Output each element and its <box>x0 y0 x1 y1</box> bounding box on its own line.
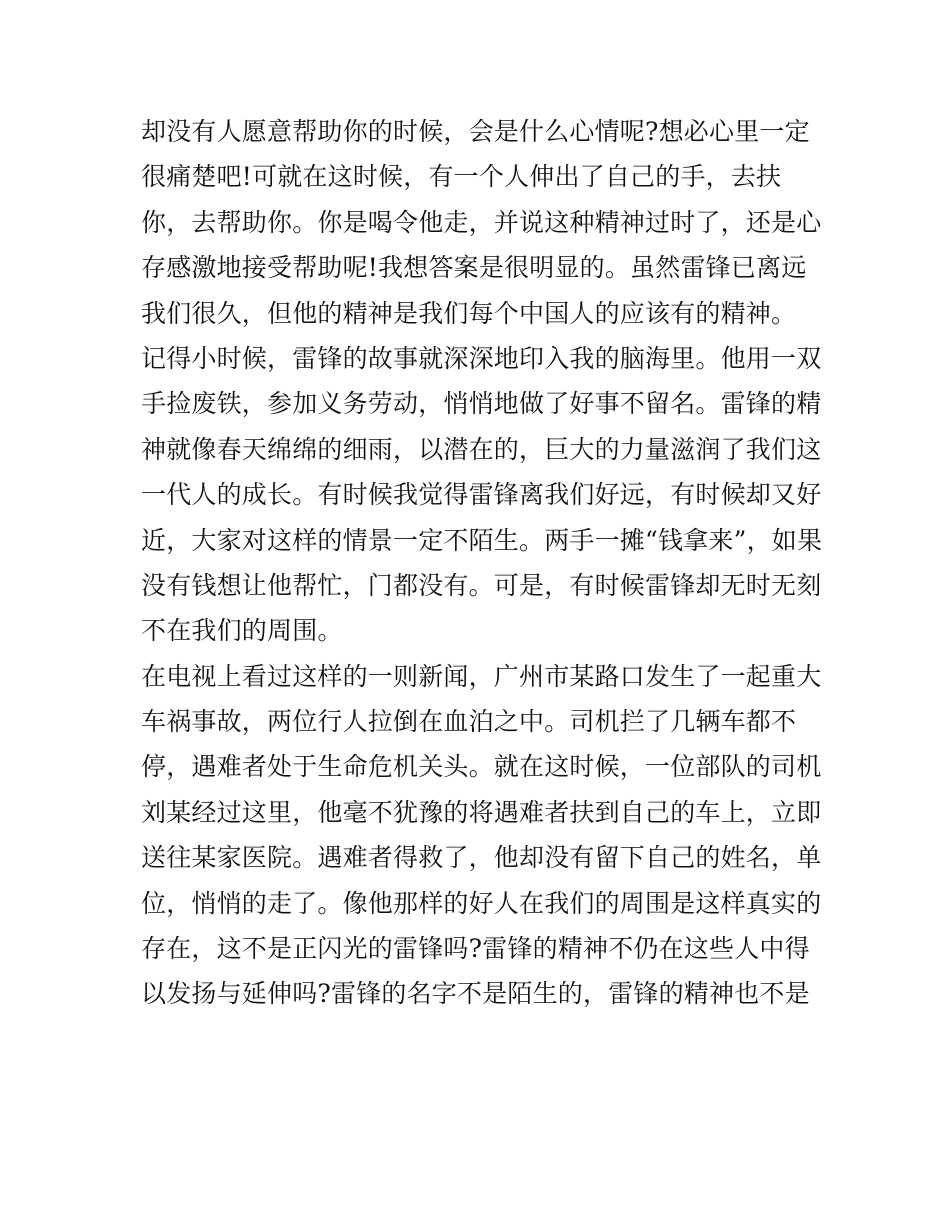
text-line-18: 位，悄悄的走了。像他那样的好人在我们的周围是这样真实的 <box>141 888 822 918</box>
text-line-17: 送往某家医院。遇难者得救了，他却没有留下自己的姓名，单 <box>141 843 822 873</box>
text-line-10: 近，大家对这样的情景一定不陌生。两手一摊“钱拿来”，如果 <box>141 525 823 555</box>
text-line-4: 存感激地接受帮助呢!我想答案是很明显的。虽然雷锋已离远 <box>141 253 807 283</box>
text-line-16: 刘某经过这里，他毫不犹豫的将遇难者扶到自己的车上，立即 <box>141 797 822 827</box>
body-text <box>141 109 821 1017</box>
text-line-6: 记得小时候，雷锋的故事就深深地印入我的脑海里。他用一双 <box>141 343 822 373</box>
text-line-2: 很痛楚吧!可就在这时候，有一个人伸出了自己的手，去扶 <box>141 162 782 192</box>
text-line-1: 却没有人愿意帮助你的时候，会是什么心情呢?想必心里一定 <box>141 117 810 146</box>
text-line-14: 车祸事故，两位行人拉倒在血泊之中。司机拦了几辆车都不 <box>141 707 797 737</box>
text-line-5: 我们很久，但他的精神是我们每个中国人的应该有的精神。 <box>141 298 797 328</box>
text-line-9: 一代人的成长。有时候我觉得雷锋离我们好远，有时候却又好 <box>141 480 822 510</box>
text-line-13: 在电视上看过这样的一则新闻，广州市某路口发生了一起重大 <box>141 661 822 691</box>
text-line-12: 不在我们的周围。 <box>141 616 343 646</box>
text-line-3: 你，去帮助你。你是喝令他走，并说这种精神过时了，还是心 <box>141 207 822 237</box>
text-line-8: 神就像春天绵绵的细雨，以潜在的，巨大的力量滋润了我们这 <box>141 434 822 464</box>
text-line-11: 没有钱想让他帮忙，门都没有。可是，有时候雷锋却无时无刻 <box>141 570 822 600</box>
text-line-7: 手捡废铁，参加义务劳动，悄悄地做了好事不留名。雷锋的精 <box>141 389 822 419</box>
text-line-15: 停，遇难者处于生命危机关头。就在这时候，一位部队的司机 <box>141 752 822 782</box>
text-line-20: 以发扬与延伸吗?雷锋的名字不是陌生的，雷锋的精神也不是 <box>141 979 810 1009</box>
text-line-19: 存在，这不是正闪光的雷锋吗?雷锋的精神不仍在这些人中得 <box>141 934 810 964</box>
